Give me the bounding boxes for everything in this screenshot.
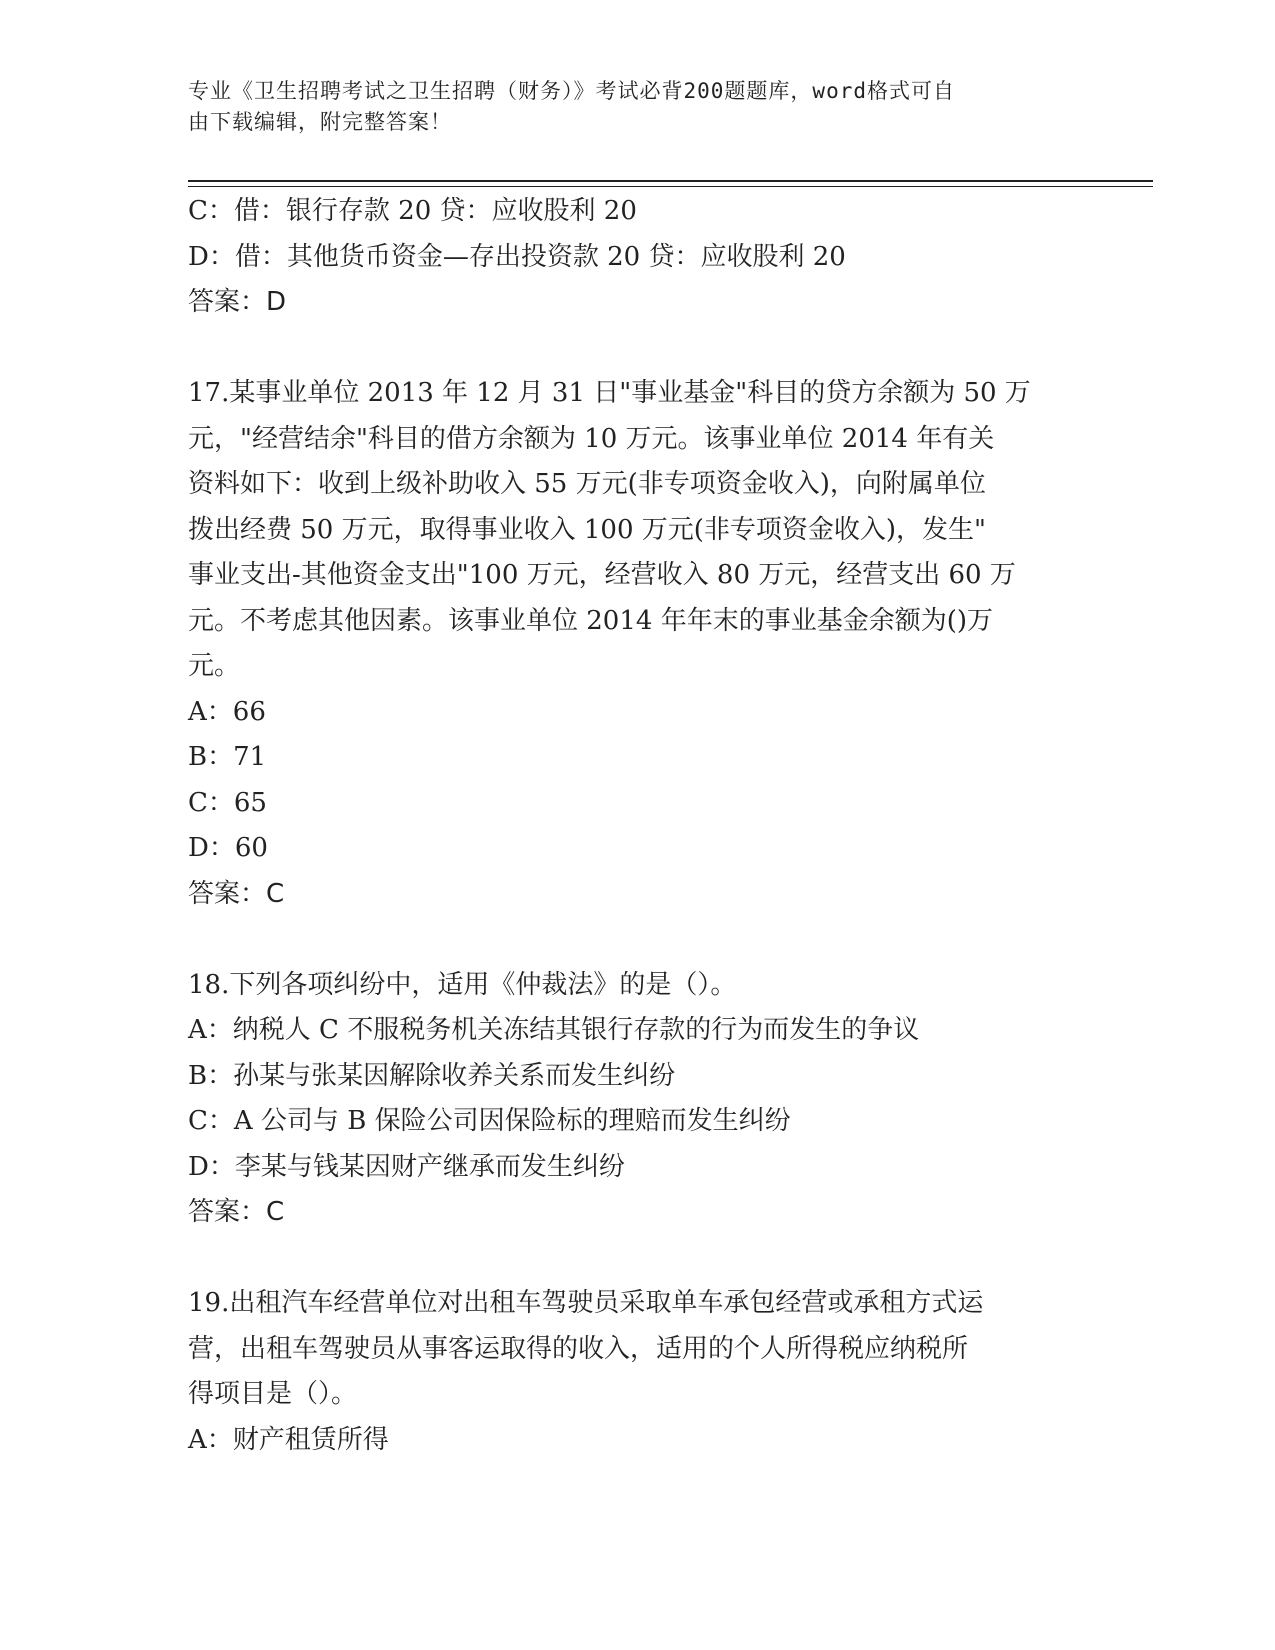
q18-answer: 答案：C bbox=[188, 1197, 285, 1227]
header-title-line-2: 由下载编辑，附完整答案！ bbox=[188, 110, 452, 134]
q17-stem-line: 资料如下：收到上级补助收入 55 万元(非专项资金收入)，向附属单位 bbox=[188, 469, 986, 499]
header-divider-thick bbox=[188, 180, 1153, 182]
q18-option-b: B：孙某与张某因解除收养关系而发生纠纷 bbox=[188, 1060, 676, 1091]
q18-stem: 18.下列各项纠纷中，适用《仲裁法》的是（）。 bbox=[188, 969, 737, 1000]
q18-option-a: A：纳税人 C 不服税务机关冻结其银行存款的行为而发生的争议 bbox=[188, 1015, 920, 1045]
document-body bbox=[188, 189, 1088, 1463]
q17-stem-line: 元。 bbox=[188, 651, 241, 681]
q17-option-c: C：65 bbox=[188, 787, 267, 818]
spacer bbox=[188, 917, 1088, 963]
spacer bbox=[188, 1236, 1088, 1282]
spacer bbox=[188, 326, 1088, 372]
q17-stem-line: 拨出经费 50 万元，取得事业收入 100 万元(非专项资金收入)，发生" bbox=[188, 514, 987, 545]
q17-stem-line: 事业支出-其他资金支出"100 万元，经营收入 80 万元，经营支出 60 万 bbox=[188, 560, 1016, 590]
q19-option-a: A：财产租赁所得 bbox=[188, 1424, 389, 1455]
header-title-line-1: 专业《卫生招聘考试之卫生招聘（财务）》考试必背200题题库，word格式可自 bbox=[188, 79, 955, 103]
header-divider-thin bbox=[188, 186, 1153, 187]
document-header bbox=[188, 76, 1088, 138]
q19-stem-line: 得项目是（）。 bbox=[188, 1379, 358, 1409]
q19-stem-line: 19.出租汽车经营单位对出租车驾驶员采取单车承包经营或承租方式运 bbox=[188, 1288, 984, 1318]
q17-answer: 答案：C bbox=[188, 878, 285, 909]
q19-stem-line: 营，出租车驾驶员从事客运取得的收入，适用的个人所得税应纳税所 bbox=[188, 1333, 969, 1364]
q17-stem-line: 元，"经营结余"科目的借方余额为 10 万元。该事业单位 2014 年有关 bbox=[188, 423, 995, 454]
q16-option-d: D：借：其他货币资金—存出投资款 20 贷：应收股利 20 bbox=[188, 241, 846, 272]
q17-stem-line: 元。不考虑其他因素。该事业单位 2014 年年末的事业基金余额为()万 bbox=[188, 605, 993, 636]
q17-stem-line: 17.某事业单位 2013 年 12 月 31 日"事业基金"科目的贷方余额为 50 万 bbox=[188, 378, 1031, 408]
q17-option-a: A：66 bbox=[188, 696, 266, 727]
q17-option-d: D：60 bbox=[188, 833, 268, 863]
q17-option-b: B：71 bbox=[188, 742, 267, 772]
q18-option-c: C：A 公司与 B 保险公司因保险标的理赔而发生纠纷 bbox=[188, 1106, 791, 1136]
q18-option-d: D：李某与钱某因财产继承而发生纠纷 bbox=[188, 1151, 625, 1182]
q16-answer: 答案：D bbox=[188, 287, 287, 317]
q16-option-c: C：借：银行存款 20 贷：应收股利 20 bbox=[188, 196, 637, 226]
